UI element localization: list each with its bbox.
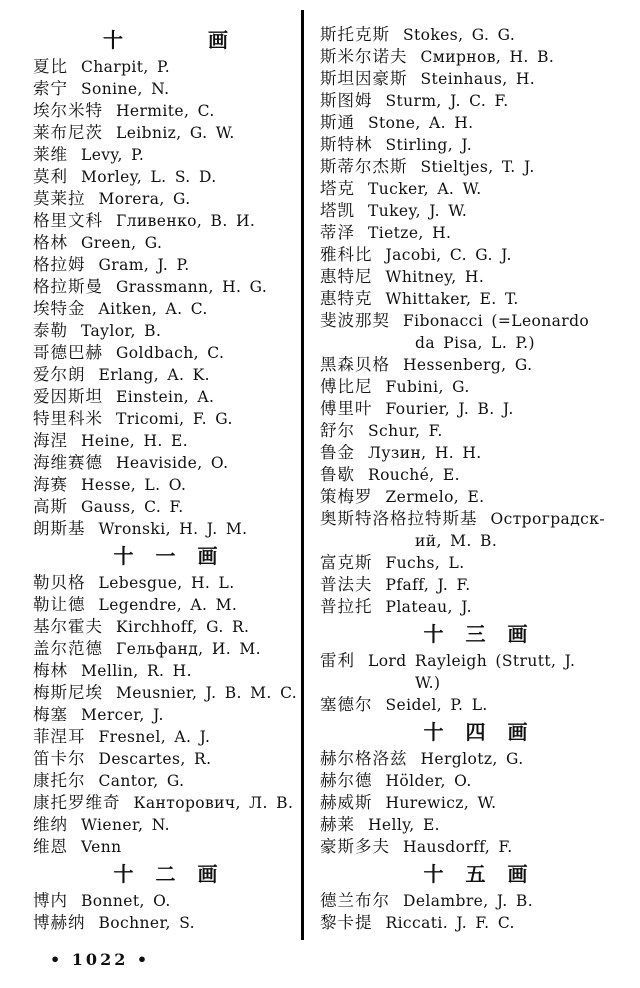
transliterated-name: Erlang, A. K. bbox=[98, 366, 210, 384]
transliterated-name: Green, G. bbox=[81, 234, 163, 252]
transliterated-name: Mellin, R. H. bbox=[81, 662, 192, 680]
chinese-name: 博内 bbox=[33, 891, 68, 910]
transliterated-name: Jacobi, C. G. J. bbox=[385, 246, 512, 264]
chinese-name: 菲涅耳 bbox=[33, 727, 86, 746]
chinese-name: 斯通 bbox=[320, 113, 355, 132]
transliterated-name: Lord Rayleigh (Strutt, J. bbox=[368, 652, 576, 670]
chinese-name: 鲁金 bbox=[320, 443, 355, 462]
chinese-name: 斯蒂尔杰斯 bbox=[320, 157, 408, 176]
index-entry bbox=[33, 912, 299, 934]
transliterated-name: Herglotz, G. bbox=[420, 750, 524, 768]
chinese-name: 赫莱 bbox=[320, 815, 355, 834]
stroke-count-heading: 十 四 画 bbox=[423, 720, 529, 744]
transliterated-name: Schur, F. bbox=[368, 422, 443, 440]
transliterated-name: Stokes, G. G. bbox=[403, 26, 516, 44]
transliterated-name: Kirchhoff, G. R. bbox=[116, 618, 250, 636]
index-entry bbox=[320, 46, 632, 68]
column-left bbox=[33, 24, 299, 934]
entry-continuation bbox=[320, 672, 632, 694]
index-entry bbox=[33, 638, 299, 660]
index-entry bbox=[320, 650, 632, 672]
index-entry bbox=[320, 508, 632, 530]
transliterated-name: Mercer, J. bbox=[81, 706, 164, 724]
index-entry bbox=[33, 836, 299, 858]
transliterated-name: Gram, J. P. bbox=[98, 256, 190, 274]
index-entry bbox=[33, 408, 299, 430]
stroke-count-heading: 十 五 画 bbox=[423, 862, 529, 886]
chinese-name: 格林 bbox=[33, 233, 68, 252]
chinese-name: 塔凯 bbox=[320, 201, 355, 220]
stroke-count-heading: 十 画 bbox=[103, 28, 229, 52]
index-entry bbox=[33, 616, 299, 638]
chinese-name: 斯特林 bbox=[320, 135, 373, 154]
index-entry bbox=[33, 682, 299, 704]
index-entry bbox=[320, 420, 632, 442]
index-entry bbox=[320, 376, 632, 398]
transliterated-name: Heine, H. E. bbox=[81, 432, 189, 450]
transliterated-name: Delambre, J. B. bbox=[403, 892, 534, 910]
index-entry bbox=[33, 144, 299, 166]
chinese-name: 舒尔 bbox=[320, 421, 355, 440]
index-entry bbox=[320, 814, 632, 836]
chinese-name: 雷利 bbox=[320, 651, 355, 670]
index-entry bbox=[33, 518, 299, 540]
index-entry bbox=[33, 770, 299, 792]
column-right bbox=[320, 24, 632, 934]
transliterated-name: Venn bbox=[81, 838, 122, 856]
chinese-name: 笛卡尔 bbox=[33, 749, 86, 768]
index-entry bbox=[320, 134, 632, 156]
chinese-name: 爱因斯坦 bbox=[33, 387, 103, 406]
index-entry bbox=[320, 574, 632, 596]
chinese-name: 埃尔米特 bbox=[33, 101, 103, 120]
index-entry bbox=[33, 890, 299, 912]
chinese-name: 斯托克斯 bbox=[320, 25, 390, 44]
index-entry bbox=[320, 90, 632, 112]
transliterated-name: Гливенко, В. И. bbox=[116, 212, 256, 230]
transliterated-name: Helly, E. bbox=[368, 816, 440, 834]
column-divider-rule bbox=[301, 10, 304, 940]
transliterated-name: Bonnet, O. bbox=[81, 892, 171, 910]
chinese-name: 惠特克 bbox=[320, 289, 373, 308]
chinese-name: 蒂泽 bbox=[320, 223, 355, 242]
chinese-name: 维纳 bbox=[33, 815, 68, 834]
transliterated-name: Tukey, J. W. bbox=[368, 202, 468, 220]
index-entry bbox=[320, 156, 632, 178]
index-entry bbox=[33, 704, 299, 726]
chinese-name: 富克斯 bbox=[320, 553, 373, 572]
index-entry bbox=[320, 912, 632, 934]
index-entry bbox=[33, 320, 299, 342]
chinese-name: 斯坦因豪斯 bbox=[320, 69, 408, 88]
transliterated-name: Hurewicz, W. bbox=[385, 794, 497, 812]
transliterated-name: Fubini, G. bbox=[385, 378, 470, 396]
index-entry bbox=[33, 298, 299, 320]
entry-continuation bbox=[320, 332, 632, 354]
index-entry bbox=[320, 310, 632, 332]
transliterated-name: Pfaff, J. F. bbox=[385, 576, 471, 594]
stroke-count-heading: 十 三 画 bbox=[423, 622, 529, 646]
chinese-name: 斐波那契 bbox=[320, 311, 390, 330]
transliterated-name: Смирнов, Н. В. bbox=[420, 48, 555, 66]
chinese-name: 梅塞 bbox=[33, 705, 68, 724]
index-entry bbox=[320, 244, 632, 266]
index-entry bbox=[320, 890, 632, 912]
transliterated-name: Whittaker, E. T. bbox=[385, 290, 519, 308]
transliterated-name: Riccati. J. F. C. bbox=[385, 914, 515, 932]
chinese-name: 勒让德 bbox=[33, 595, 86, 614]
transliterated-name: Stieltjes, T. J. bbox=[420, 158, 535, 176]
transliterated-name: Tucker, A. W. bbox=[368, 180, 482, 198]
index-entry bbox=[33, 100, 299, 122]
chinese-name: 莫利 bbox=[33, 167, 68, 186]
chinese-name: 奥斯特洛格拉特斯基 bbox=[320, 509, 478, 528]
transliterated-name: Heaviside, O. bbox=[116, 454, 229, 472]
index-entry bbox=[320, 486, 632, 508]
chinese-name: 哥德巴赫 bbox=[33, 343, 103, 362]
transliterated-name: Гельфанд, И. М. bbox=[116, 640, 261, 658]
chinese-name: 塞德尔 bbox=[320, 695, 373, 714]
index-entry bbox=[33, 254, 299, 276]
transliterated-name: da Pisa, L. P.) bbox=[415, 334, 535, 352]
transliterated-name: Cantor, G. bbox=[98, 772, 185, 790]
chinese-name: 斯米尔诺夫 bbox=[320, 47, 408, 66]
chinese-name: 策梅罗 bbox=[320, 487, 373, 506]
chinese-name: 海赛 bbox=[33, 475, 68, 494]
chinese-name: 格里文科 bbox=[33, 211, 103, 230]
transliterated-name: Einstein, A. bbox=[116, 388, 215, 406]
index-entry bbox=[33, 474, 299, 496]
chinese-name: 梅林 bbox=[33, 661, 68, 680]
index-entry bbox=[320, 222, 632, 244]
index-entry bbox=[33, 792, 299, 814]
transliterated-name: Rouché, E. bbox=[368, 466, 460, 484]
index-entry bbox=[33, 814, 299, 836]
index-entry bbox=[320, 200, 632, 222]
chinese-name: 莱维 bbox=[33, 145, 68, 164]
index-entry bbox=[320, 748, 632, 770]
transliterated-name: Seidel, P. L. bbox=[385, 696, 488, 714]
chinese-name: 泰勒 bbox=[33, 321, 68, 340]
index-entry bbox=[320, 836, 632, 858]
chinese-name: 康托尔 bbox=[33, 771, 86, 790]
chinese-name: 莱布尼茨 bbox=[33, 123, 103, 142]
chinese-name: 爱尔朗 bbox=[33, 365, 86, 384]
transliterated-name: Hermite, C. bbox=[116, 102, 215, 120]
chinese-name: 普法夫 bbox=[320, 575, 373, 594]
index-entry bbox=[33, 726, 299, 748]
stroke-count-heading: 十 二 画 bbox=[113, 862, 219, 886]
index-entry bbox=[320, 266, 632, 288]
index-entry bbox=[320, 792, 632, 814]
transliterated-name: Hölder, O. bbox=[385, 772, 472, 790]
index-entry bbox=[320, 442, 632, 464]
chinese-name: 普拉托 bbox=[320, 597, 373, 616]
chinese-name: 雅科比 bbox=[320, 245, 373, 264]
transliterated-name: Sturm, J. C. F. bbox=[385, 92, 509, 110]
index-entry bbox=[320, 552, 632, 574]
index-entry bbox=[33, 232, 299, 254]
transliterated-name: Leibniz, G. W. bbox=[116, 124, 235, 142]
transliterated-name: Whitney, H. bbox=[385, 268, 485, 286]
index-entry bbox=[33, 364, 299, 386]
transliterated-name: Levy, P. bbox=[81, 146, 145, 164]
entry-continuation bbox=[320, 530, 632, 552]
transliterated-name: Legendre, A. M. bbox=[98, 596, 238, 614]
transliterated-name: Hesse, L. O. bbox=[81, 476, 187, 494]
index-entry bbox=[320, 112, 632, 134]
index-entry bbox=[33, 122, 299, 144]
transliterated-name: Остроградск- bbox=[490, 510, 605, 528]
transliterated-name: Lebesgue, H. L. bbox=[98, 574, 235, 592]
transliterated-name: Tricomi, F. G. bbox=[116, 410, 233, 428]
chinese-name: 梅斯尼埃 bbox=[33, 683, 103, 702]
chinese-name: 赫尔格洛兹 bbox=[320, 749, 408, 768]
chinese-name: 格拉姆 bbox=[33, 255, 86, 274]
transliterated-name: Plateau, J. bbox=[385, 598, 472, 616]
chinese-name: 黑森贝格 bbox=[320, 355, 390, 374]
chinese-name: 索宁 bbox=[33, 79, 68, 98]
index-entry bbox=[320, 24, 632, 46]
index-entry bbox=[320, 68, 632, 90]
transliterated-name: Fuchs, L. bbox=[385, 554, 465, 572]
index-entry bbox=[320, 398, 632, 420]
chinese-name: 豪斯多夫 bbox=[320, 837, 390, 856]
chinese-name: 黎卡提 bbox=[320, 913, 373, 932]
index-entry bbox=[33, 386, 299, 408]
transliterated-name: Канторович, Л. В. bbox=[133, 794, 294, 812]
transliterated-name: Tietze, H. bbox=[368, 224, 452, 242]
transliterated-name: Bochner, S. bbox=[98, 914, 195, 932]
index-entry bbox=[320, 464, 632, 486]
index-entry bbox=[320, 354, 632, 376]
index-entry bbox=[33, 188, 299, 210]
chinese-name: 德兰布尔 bbox=[320, 891, 390, 910]
index-entry bbox=[320, 178, 632, 200]
transliterated-name: ий, М. В. bbox=[415, 532, 498, 550]
chinese-name: 海维赛德 bbox=[33, 453, 103, 472]
chinese-name: 基尔霍夫 bbox=[33, 617, 103, 636]
index-entry bbox=[33, 748, 299, 770]
transliterated-name: Fresnel, A. J. bbox=[98, 728, 211, 746]
index-entry bbox=[33, 78, 299, 100]
transliterated-name: Descartes, R. bbox=[98, 750, 212, 768]
index-entry bbox=[33, 276, 299, 298]
chinese-name: 傅比尼 bbox=[320, 377, 373, 396]
transliterated-name: Hausdorff, F. bbox=[403, 838, 513, 856]
transliterated-name: Morley, L. S. D. bbox=[81, 168, 217, 186]
index-entry bbox=[33, 660, 299, 682]
chinese-name: 赫威斯 bbox=[320, 793, 373, 812]
transliterated-name: Sonine, N. bbox=[81, 80, 170, 98]
transliterated-name: Stone, A. H. bbox=[368, 114, 474, 132]
chinese-name: 鲁歇 bbox=[320, 465, 355, 484]
transliterated-name: Morera, G. bbox=[98, 190, 191, 208]
transliterated-name: Wiener, N. bbox=[81, 816, 171, 834]
chinese-name: 夏比 bbox=[33, 57, 68, 76]
transliterated-name: Gauss, C. F. bbox=[81, 498, 184, 516]
transliterated-name: Stirling, J. bbox=[385, 136, 473, 154]
transliterated-name: Taylor, B. bbox=[81, 322, 162, 340]
chinese-name: 埃特金 bbox=[33, 299, 86, 318]
chinese-name: 海涅 bbox=[33, 431, 68, 450]
chinese-name: 斯图姆 bbox=[320, 91, 373, 110]
transliterated-name: Meusnier, J. B. M. C. bbox=[116, 684, 298, 702]
transliterated-name: Fibonacci (=Leonardo bbox=[403, 312, 590, 330]
index-entry bbox=[320, 694, 632, 716]
transliterated-name: W.) bbox=[415, 674, 441, 692]
index-entry bbox=[320, 596, 632, 618]
transliterated-name: Aitken, A. C. bbox=[98, 300, 208, 318]
index-entry bbox=[33, 452, 299, 474]
index-entry bbox=[320, 288, 632, 310]
chinese-name: 傅里叶 bbox=[320, 399, 373, 418]
chinese-name: 惠特尼 bbox=[320, 267, 373, 286]
chinese-name: 维恩 bbox=[33, 837, 68, 856]
chinese-name: 博赫纳 bbox=[33, 913, 86, 932]
transliterated-name: Hessenberg, G. bbox=[403, 356, 533, 374]
index-entry bbox=[33, 342, 299, 364]
transliterated-name: Fourier, J. B. J. bbox=[385, 400, 514, 418]
transliterated-name: Goldbach, C. bbox=[116, 344, 225, 362]
chinese-name: 塔克 bbox=[320, 179, 355, 198]
stroke-count-heading: 十 一 画 bbox=[113, 544, 219, 568]
chinese-name: 盖尔范德 bbox=[33, 639, 103, 658]
index-entry bbox=[33, 496, 299, 518]
transliterated-name: Charpit, P. bbox=[81, 58, 171, 76]
index-entry bbox=[33, 56, 299, 78]
chinese-name: 莫莱拉 bbox=[33, 189, 86, 208]
transliterated-name: Zermelo, E. bbox=[385, 488, 485, 506]
index-entry bbox=[320, 770, 632, 792]
index-entry bbox=[33, 430, 299, 452]
chinese-name: 高斯 bbox=[33, 497, 68, 516]
index-entry bbox=[33, 594, 299, 616]
transliterated-name: Wronski, H. J. M. bbox=[98, 520, 248, 538]
index-entry bbox=[33, 210, 299, 232]
transliterated-name: Grassmann, H. G. bbox=[116, 278, 268, 296]
chinese-name: 格拉斯曼 bbox=[33, 277, 103, 296]
transliterated-name: Лузин, Н. Н. bbox=[368, 444, 482, 462]
chinese-name: 朗斯基 bbox=[33, 519, 86, 538]
transliterated-name: Steinhaus, H. bbox=[420, 70, 536, 88]
chinese-name: 赫尔德 bbox=[320, 771, 373, 790]
chinese-name: 特里科米 bbox=[33, 409, 103, 428]
chinese-name: 康托罗维奇 bbox=[33, 793, 121, 812]
page-number: • 1022 • bbox=[50, 950, 151, 969]
index-entry bbox=[33, 166, 299, 188]
index-entry bbox=[33, 572, 299, 594]
chinese-name: 勒贝格 bbox=[33, 573, 86, 592]
